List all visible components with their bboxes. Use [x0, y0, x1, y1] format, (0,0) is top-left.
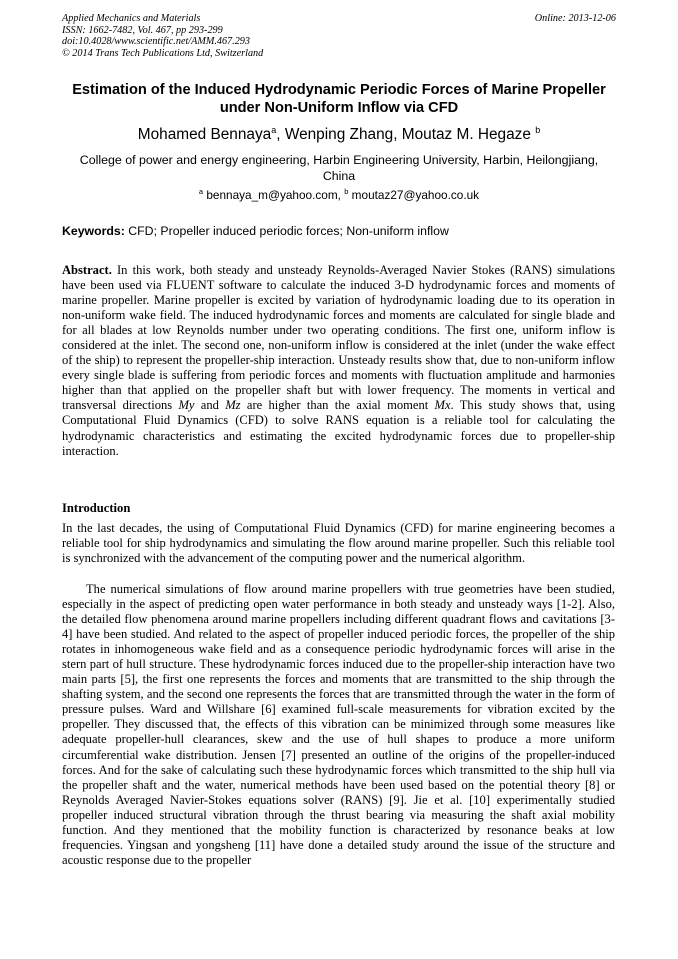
symbol-mx: Mx — [434, 398, 451, 413]
author-names: , Wenping Zhang, Moutaz M. Hegaze — [276, 126, 536, 143]
section-heading: Introduction — [62, 501, 131, 515]
email-link: bennaya_m@yahoo.com, — [203, 188, 345, 202]
email-marker: a — [198, 187, 204, 196]
affiliation-marker: a — [271, 125, 277, 135]
journal-name: Applied Mechanics and Materials — [62, 13, 201, 24]
author-emails — [62, 188, 616, 203]
abstract — [62, 263, 615, 459]
paper-title: Estimation of the Induced Hydrodynamic Periodic Forces of Marine Propeller under Non-Uniform Inflow via CFD — [72, 82, 606, 116]
email-link: moutaz27@yahoo.co.uk — [348, 188, 480, 202]
abstract-text: are higher than the axial moment — [240, 398, 435, 413]
keywords-label: Keywords: — [62, 224, 125, 238]
copyright-line: © 2014 Trans Tech Publications Ltd, Switzerland — [62, 47, 264, 59]
online-date: Online: 2013-12-06 — [534, 13, 616, 24]
email-marker: b — [344, 187, 349, 196]
keywords-text: CFD; Propeller induced periodic forces; Non-uniform inflow — [124, 224, 449, 238]
keywords — [62, 224, 616, 239]
journal-header — [62, 13, 616, 59]
author-list — [62, 125, 616, 144]
abstract-text: . This study shows that, using Computational Fluid Dynamics (CFD) to solve RANS equation is a reliable tool for calculating the hydrodynamic characteristics and estimating the excited hydrodynamic forces due to propeller-ship interaction. — [62, 398, 615, 458]
symbol-my: My — [178, 398, 195, 413]
abstract-text: In this work, both steady and unsteady Reynolds-Averaged Navier Stokes (RANS) simulations have been used via FLUENT software to calculate the induced 3-D hydrodynamic forces and moments of marine propeller. Marine propeller is excited by variation of hydrodynamic loading due to its operation in non-uniform wake field. The induced hydrodynamic forces and moments are calculated for single blade and for all blades at low Reynolds number under two operating conditions. The first one, uniform inflow is considered at the inlet. The second one, non-uniform inflow is considered at the inlet (under the wake effect of the ship) to represent the propeller-ship interaction. Unsteady results show that, due to non-uniform inflow every single blade is suffering from periodic forces and moments with fluctuation amplitude and harmonies higher than that applied on the propeller shaft but with lower frequency. The moments in vertical and transversal directions — [62, 263, 615, 413]
intro-paragraph-2: The numerical simulations of flow around marine propellers with true geometries have been studied, especially in the aspect of predicting open water performance in both steady and unsteady ways [1-2]. Also, the detailed flow phenomena around marine propellers including different quadrant flows and cavitations [3-4] have been studied. And related to the aspect of propeller induced periodic forces, the propeller of the ship rotates in inhomogeneous wake field and as a consequence periodic hydrodynamic forces will arise in the stern part of hull structure. These hydrodynamic forces induced due to the propeller-ship interaction have two main parts [5], the first one represents the forces and moments that are transmitted to the ship through the shafting system, and the second one represents the forces that are transmitted through the water in the form of pressure pulses. Ward and Willshare [6] examined full-scale measurements for vibration excited by the propeller. They discussed that, the effects of this vibration can be minimized through some measures like adequate propeller-hull clearances, skew and the use of hull shapes to produce a more uniform circumferential wake distribution. Jensen [7] presented an outline of the origins of the propeller-induced forces. And for the sake of calculating such these hydrodynamic forces which transmitted to the ship hull via the propeller shaft and the water, numerical methods have been used based on the potential theory [8] or Reynolds Averaged Navier-Stokes equations solver (RANS) [9]. Jie et al. [10] experimentally studied propeller induced structural vibration through the thrust bearing via measuring the shaft axial mobility function. And they mentioned that the mobility function is characterized by resonance beaks at low frequencies. Yingsan and yongsheng [11] have done a detailed study around the issue of the structure and acoustic response due to the propeller — [62, 582, 615, 867]
author-name: Mohamed Bennaya — [137, 126, 272, 143]
abstract-text: and — [194, 398, 226, 413]
issn-line: ISSN: 1662-7482, Vol. 467, pp 293-299 — [62, 24, 223, 36]
affiliation: College of power and energy engineering, Harbin Engineering University, Harbin, Heilongjiang, China — [79, 153, 599, 183]
abstract-label: Abstract. — [62, 263, 112, 277]
doi-line: doi:10.4028/www.scientific.net/AMM.467.293 — [62, 36, 250, 48]
affiliation-marker: b — [535, 125, 541, 135]
symbol-mz: Mz — [225, 398, 241, 413]
intro-paragraph-1: In the last decades, the using of Computational Fluid Dynamics (CFD) for marine engineering becomes a reliable tool for ship hydrodynamics and simulating the flow around marine propeller. Such this reliable tool is synchronized with the advancement of the computing power and the numerical algorithm. — [62, 521, 615, 566]
